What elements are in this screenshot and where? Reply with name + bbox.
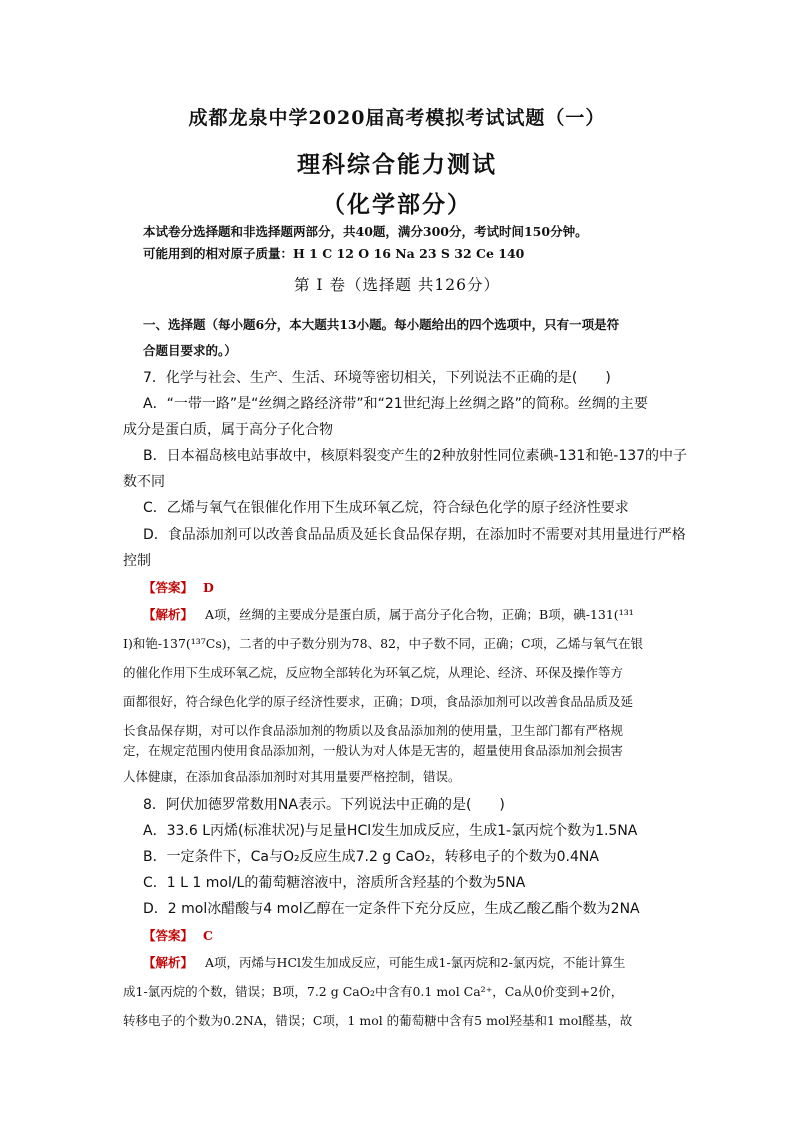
q7-explanation-tag: 【解析】 [143,607,194,622]
intro-line-1: 本试卷分选择题和非选择题两部分，共40题，满分300分，考试时间150分钟。 [143,224,588,239]
q7-answer [143,578,214,596]
q7-option-a-line-2: 成分是蛋白质，属于高分子化合物 [123,422,333,438]
q7-explanation-line-6: 定，在规定范围内使用食品添加剂，一般认为对人体是无害的，超量使用食品添加剂会损害 [123,743,624,758]
q7-answer-tag: 【答案】 [143,580,194,595]
q8-explanation-line-2: 成1-氯丙烷的个数，错误；B项，7.2 g CaO₂中含有0.1 mol Ca²⁺，Ca从0价变到+2价， [123,984,624,999]
q7-explanation-text-1: A项，丝绸的主要成分是蛋白质，属于高分子化合物，正确；B项，碘-131(¹³¹ [205,607,634,622]
instructions-line-2: 合题目要求的。） [143,343,237,358]
exam-subject: （化学部分） [322,191,472,218]
q7-explanation-line-7: 人体健康，在添加食品添加剂时对其用量要严格控制，错误。 [123,769,461,784]
q8-answer-value: C [203,928,213,943]
q8-option-c: C．1 L 1 mol/L的葡萄糖溶液中，溶质所含羟基的个数为5NA [143,875,526,891]
q8-explanation-text-1: A项，丙烯与HCl发生加成反应，可能生成1-氯丙烷和2-氯丙烷，不能计算生 [205,955,626,970]
q8-option-a: A．33.6 L丙烯(标准状况)与足量HCl发生加成反应，生成1-氯丙烷个数为1.5NA [143,823,638,839]
q7-explanation-line-2: I)和铯-137(¹³⁷Cs)，二者的中子数分别为78、82，中子数不同，正确；C项，乙烯与氧气在银 [123,636,644,651]
q7-option-b-line-1: B．日本福岛核电站事故中，核原料裂变产生的2种放射性同位素碘-131和铯-137的中子 [143,448,688,464]
q7-option-d-line-1: D．食品添加剂可以改善食品品质及延长食品保存期，在添加时不需要对其用量进行严格 [143,527,686,543]
q8-option-d: D．2 mol冰醋酸与4 mol乙醇在一定条件下充分反应，生成乙酸乙酯个数为2NA [143,901,640,917]
q7-option-c: C．乙烯与氧气在银催化作用下生成环氧乙烷，符合绿色化学的原子经济性要求 [143,500,629,516]
q8-option-b: B．一定条件下，Ca与O₂反应生成7.2 g CaO₂，转移电子的个数为0.4NA [143,849,599,865]
q8-explanation-line-3: 转移电子的个数为0.2NA，错误；C项，1 mol 的葡萄糖中含有5 mol羟基和1 mol醛基，故 [123,1013,633,1028]
exam-subtitle: 理科综合能力测试 [297,151,497,178]
q8-stem: 8．阿伏加德罗常数用NA表示。下列说法中正确的是( ) [143,797,505,813]
section-title: 第 I 卷（选择题 共126分） [294,276,500,294]
q7-explanation-line-4: 面都很好，符合绿色化学的原子经济性要求，正确；D项，食品添加剂可以改善食品品质及延 [123,694,634,709]
q7-option-b-line-2: 数不同 [123,474,165,490]
q7-stem: 7．化学与社会、生产、生活、环境等密切相关，下列说法不正确的是( ) [143,370,611,386]
q8-answer [143,926,213,944]
exam-title: 成都龙泉中学2020届高考模拟考试试题（一） [188,107,606,129]
q7-option-d-line-2: 控制 [123,553,151,569]
q8-explanation-line-1 [143,953,625,971]
q7-explanation-line-3: 的催化作用下生成环氧乙烷，反应物全部转化为环氧乙烷，从理论、经济、环保及操作等方 [123,665,624,680]
q7-answer-value: D [203,580,214,595]
q8-explanation-tag: 【解析】 [143,955,194,970]
q7-option-a-line-1: A．“一带一路”是“丝绸之路经济带”和“21世纪海上丝绸之路”的简称。丝绸的主要 [143,396,648,412]
q8-answer-tag: 【答案】 [143,928,194,943]
q7-explanation-line-1 [143,605,634,623]
atomic-masses-line: 可能用到的相对原子质量：H 1 C 12 O 16 Na 23 S 32 Ce 140 [143,246,525,261]
instructions-line-1: 一、选择题（每小题6分，本大题共13小题。每小题给出的四个选项中，只有一项是符 [143,317,620,332]
q7-explanation-line-5: 长食品保存期，对可以作食品添加剂的物质以及食品添加剂的使用量，卫生部门都有严格规 [123,723,624,738]
